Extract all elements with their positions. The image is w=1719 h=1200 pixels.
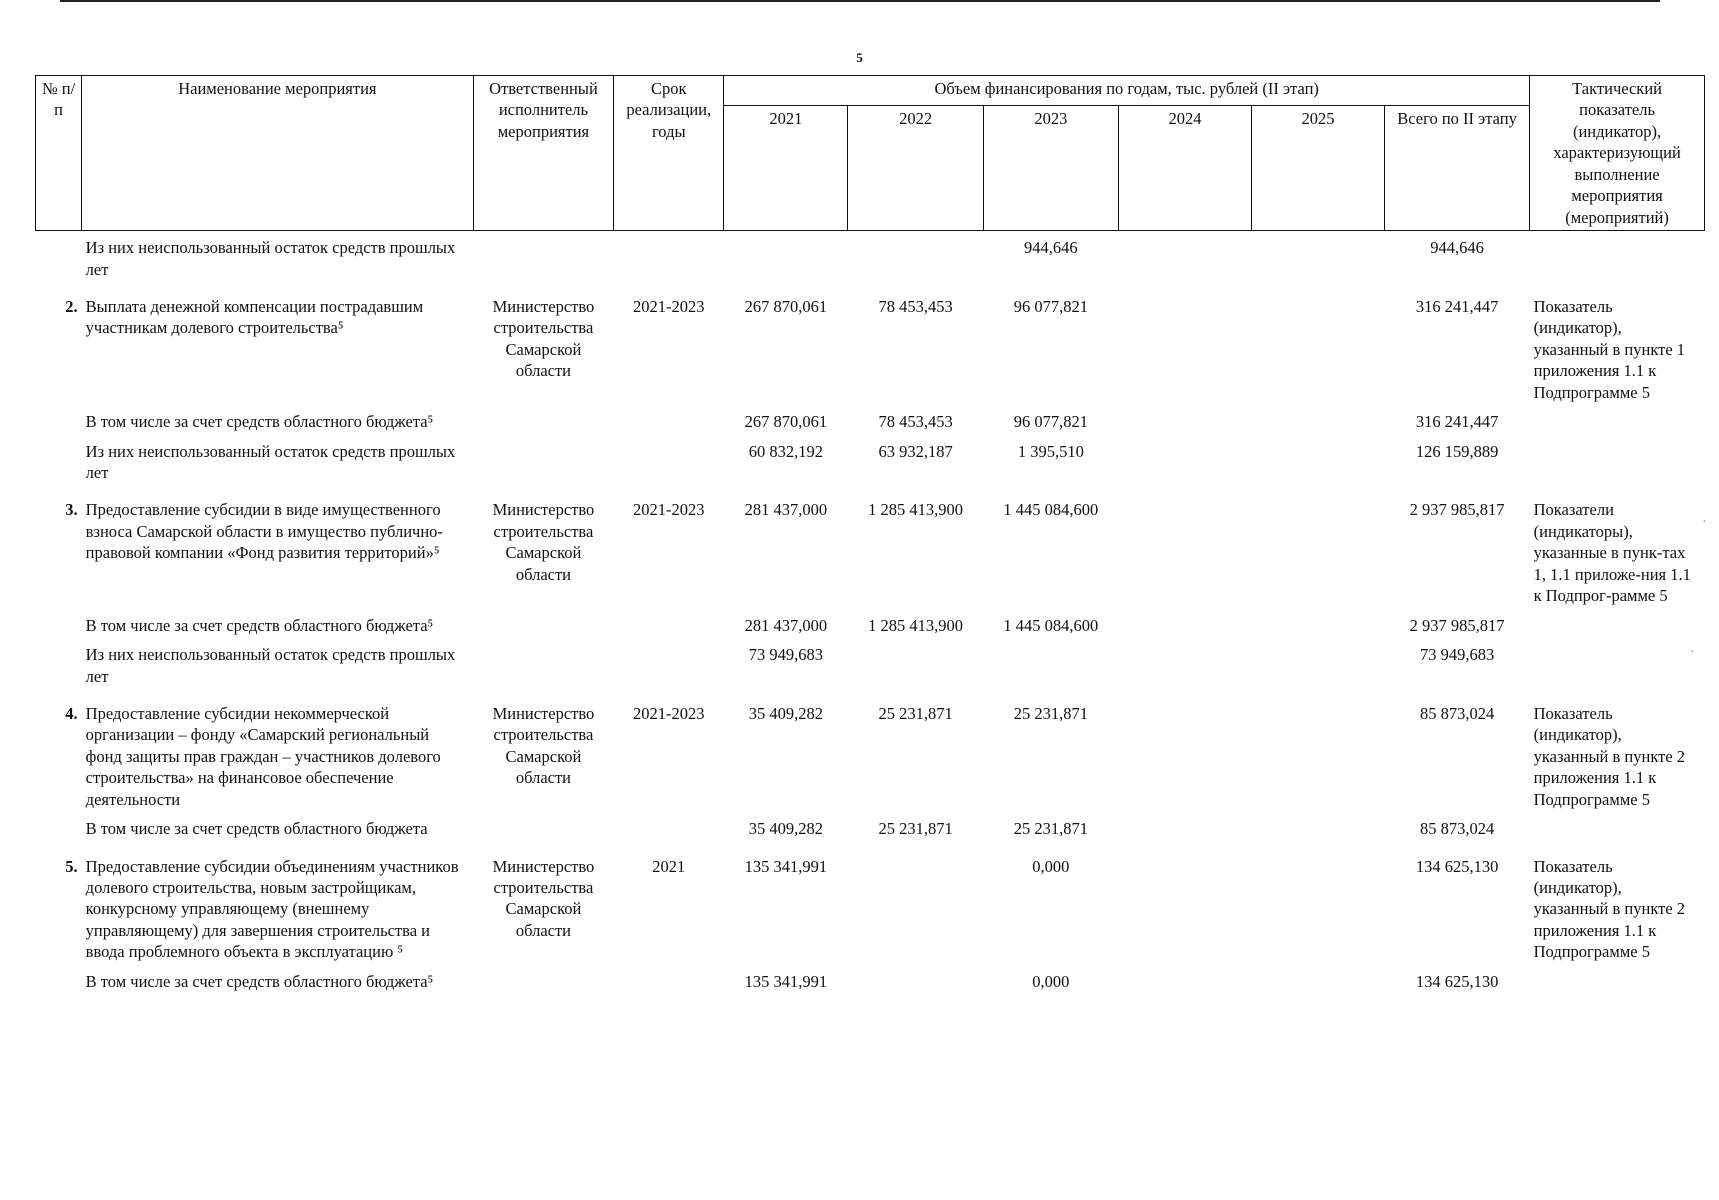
value-2025 xyxy=(1251,609,1384,638)
header-funding: Объем финансирования по годам, тыс. рублей (II этап) xyxy=(724,76,1530,106)
value-2025 xyxy=(1251,689,1384,812)
row-number: 2. xyxy=(65,296,78,316)
term xyxy=(614,812,724,841)
value-2022 xyxy=(848,231,983,282)
term xyxy=(614,231,724,282)
term xyxy=(614,435,724,486)
value-total: 316 241,447 xyxy=(1415,296,1499,316)
value-2023: 25 231,871 xyxy=(1013,703,1088,723)
row-number xyxy=(36,435,82,486)
value-2022: 25 231,871 xyxy=(878,703,953,723)
table-row xyxy=(36,689,1705,812)
top-rule xyxy=(60,0,1660,2)
value-2025 xyxy=(1251,405,1384,434)
indicator: Показатель (индикатор), указанный в пункте 2 приложения 1.1 к Подпрограмме 5 xyxy=(1533,856,1686,962)
executor xyxy=(473,965,614,994)
value-total: 85 873,024 xyxy=(1419,703,1495,723)
measure-name: Предоставление субсидии в виде имущественного взноса Самарской области в имущество публично-правовой компании «Фонд развития территорий»⁵ xyxy=(85,500,443,563)
value-2024 xyxy=(1118,842,1251,965)
value-total: 126 159,889 xyxy=(1415,441,1499,461)
executor xyxy=(473,405,614,434)
value-2024 xyxy=(1118,485,1251,608)
measure-name: В том числе за счет средств областного бюджета⁵ xyxy=(85,615,434,635)
executor xyxy=(473,812,614,841)
indicator: Показатель (индикатор), указанный в пункте 2 приложения 1.1 к Подпрограмме 5 xyxy=(1533,703,1686,809)
value-2024 xyxy=(1118,405,1251,434)
value-total: 2 937 985,817 xyxy=(1409,615,1505,635)
value-2022: 78 453,453 xyxy=(878,412,953,432)
value-2021: 281 437,000 xyxy=(744,500,828,520)
value-2023: 0,000 xyxy=(1032,971,1070,991)
measure-name: В том числе за счет средств областного бюджета xyxy=(85,819,428,839)
value-2021: 281 437,000 xyxy=(744,615,828,635)
value-2022 xyxy=(848,842,983,965)
value-2023: 96 077,821 xyxy=(1013,412,1088,432)
term xyxy=(614,609,724,638)
value-total: 85 873,024 xyxy=(1419,819,1495,839)
executor: Министерство строительства Самарской области xyxy=(492,703,595,788)
table-header xyxy=(36,76,1705,231)
executor xyxy=(473,435,614,486)
table-subrow xyxy=(36,609,1705,638)
measure-name: Предоставление субсидии объединениям участников долевого строительства, новым застройщикам, конкурсному управляющему (внешнему управляющему) для завершения строительства и ввода проблемного объекта в эксплуатацию ⁵ xyxy=(85,856,459,962)
value-2021: 135 341,991 xyxy=(744,856,828,876)
value-2024 xyxy=(1118,689,1251,812)
executor xyxy=(473,609,614,638)
value-2025 xyxy=(1251,965,1384,994)
value-2024 xyxy=(1118,812,1251,841)
indicator xyxy=(1530,638,1705,689)
value-2024 xyxy=(1118,965,1251,994)
row-number xyxy=(36,638,82,689)
value-2025 xyxy=(1251,812,1384,841)
value-2023: 1 445 084,600 xyxy=(1003,500,1099,520)
measure-name: В том числе за счет средств областного бюджета⁵ xyxy=(85,971,434,991)
indicator xyxy=(1530,609,1705,638)
row-number xyxy=(36,812,82,841)
value-2025 xyxy=(1251,435,1384,486)
term: 2021-2023 xyxy=(633,500,705,520)
indicator: Показатель (индикатор), указанный в пункте 1 приложения 1.1 к Подпрограмме 5 xyxy=(1533,296,1686,402)
measure-name: Из них неиспользованный остаток средств прошлых лет xyxy=(85,238,456,279)
value-2024 xyxy=(1118,638,1251,689)
table-subrow xyxy=(36,435,1705,486)
table-subrow xyxy=(36,231,1705,282)
value-2022: 25 231,871 xyxy=(878,819,953,839)
header-total: Всего по II этапу xyxy=(1385,106,1530,231)
scan-noise: · xyxy=(1690,645,1695,660)
value-2021: 73 949,683 xyxy=(748,645,823,665)
value-2025 xyxy=(1251,638,1384,689)
value-2022: 78 453,453 xyxy=(878,296,953,316)
measure-name: Предоставление субсидии некоммерческой организации – фонду «Самарский региональный фонд защиты прав граждан – участников долевого строительства» на финансовое обеспечение деятельности xyxy=(85,703,441,809)
table-body xyxy=(36,231,1705,995)
table-row xyxy=(36,282,1705,405)
header-year: 2024 xyxy=(1118,106,1251,231)
executor: Министерство строительства Самарской области xyxy=(492,500,595,584)
header-name: Наименование мероприятия xyxy=(82,76,473,231)
funding-table xyxy=(35,75,1705,994)
value-2023 xyxy=(983,638,1118,689)
header-num: № п/п xyxy=(36,76,82,231)
indicator xyxy=(1530,231,1705,282)
table-subrow xyxy=(36,638,1705,689)
value-2022: 1 285 413,900 xyxy=(868,615,964,635)
header-year: 2022 xyxy=(848,106,983,231)
value-2021: 267 870,061 xyxy=(744,296,828,316)
value-2021: 35 409,282 xyxy=(748,703,823,723)
page-number: 5 xyxy=(856,50,863,65)
row-number: 5. xyxy=(65,856,78,876)
indicator xyxy=(1530,405,1705,434)
term: 2021-2023 xyxy=(633,703,705,723)
value-2024 xyxy=(1118,231,1251,282)
term xyxy=(614,965,724,994)
value-total: 134 625,130 xyxy=(1415,971,1499,991)
measure-name: Из них неиспользованный остаток средств прошлых лет xyxy=(85,645,456,686)
executor: Министерство строительства Самарской области xyxy=(492,856,595,940)
row-number xyxy=(36,609,82,638)
table-subrow xyxy=(36,965,1705,994)
value-2022 xyxy=(848,638,983,689)
table-row xyxy=(36,485,1705,608)
value-total: 944,646 xyxy=(1430,238,1484,258)
executor xyxy=(473,638,614,689)
value-2022: 63 932,187 xyxy=(878,441,953,461)
header-year: 2023 xyxy=(983,106,1118,231)
value-2024 xyxy=(1118,435,1251,486)
measure-name: Из них неиспользованный остаток средств прошлых лет xyxy=(85,441,456,482)
value-2021: 35 409,282 xyxy=(748,819,823,839)
header-indicator: Тактический показатель (индикатор), характеризующий выполнение мероприятия (мероприятий) xyxy=(1530,76,1705,231)
indicator xyxy=(1530,965,1705,994)
value-2023: 0,000 xyxy=(1032,856,1070,876)
value-2021: 267 870,061 xyxy=(744,412,828,432)
value-2022 xyxy=(848,965,983,994)
value-2024 xyxy=(1118,609,1251,638)
measure-name: В том числе за счет средств областного бюджета⁵ xyxy=(85,412,434,432)
value-2025 xyxy=(1251,282,1384,405)
value-2023: 1 395,510 xyxy=(1017,441,1084,461)
indicator xyxy=(1530,435,1705,486)
executor xyxy=(473,231,614,282)
table-subrow xyxy=(36,812,1705,841)
header-term: Срок реализации, годы xyxy=(614,76,724,231)
value-2023: 944,646 xyxy=(1024,238,1078,258)
value-2025 xyxy=(1251,485,1384,608)
value-2022: 1 285 413,900 xyxy=(868,500,964,520)
row-number xyxy=(36,405,82,434)
value-2021 xyxy=(724,231,848,282)
header-year: 2021 xyxy=(724,106,848,231)
value-2025 xyxy=(1251,842,1384,965)
value-2023: 96 077,821 xyxy=(1013,296,1088,316)
row-number: 3. xyxy=(65,500,78,520)
table-subrow xyxy=(36,405,1705,434)
indicator xyxy=(1530,812,1705,841)
term: 2021 xyxy=(652,856,686,876)
table-row xyxy=(36,842,1705,965)
value-2024 xyxy=(1118,282,1251,405)
value-2023: 1 445 084,600 xyxy=(1003,615,1099,635)
value-total: 316 241,447 xyxy=(1415,412,1499,432)
row-number: 4. xyxy=(65,703,78,723)
header-executor: Ответственный исполнитель мероприятия xyxy=(473,76,614,231)
executor: Министерство строительства Самарской области xyxy=(492,296,595,381)
indicator: Показатели (индикаторы), указанные в пунк-тах 1, 1.1 приложе-ния 1.1 к Подпрог-рамме 5 xyxy=(1533,500,1691,606)
row-number xyxy=(36,965,82,994)
value-total: 2 937 985,817 xyxy=(1409,500,1505,520)
value-2025 xyxy=(1251,231,1384,282)
value-2021: 135 341,991 xyxy=(744,971,828,991)
term xyxy=(614,638,724,689)
row-number xyxy=(36,231,82,282)
header-year: 2025 xyxy=(1251,106,1384,231)
value-2021: 60 832,192 xyxy=(748,441,823,461)
scan-noise: · xyxy=(1702,515,1707,530)
term xyxy=(614,405,724,434)
term: 2021-2023 xyxy=(633,296,705,316)
value-2023: 25 231,871 xyxy=(1013,819,1088,839)
measure-name: Выплата денежной компенсации пострадавшим участникам долевого строительства⁵ xyxy=(85,296,424,338)
value-total: 134 625,130 xyxy=(1415,856,1499,876)
value-total: 73 949,683 xyxy=(1419,645,1495,665)
